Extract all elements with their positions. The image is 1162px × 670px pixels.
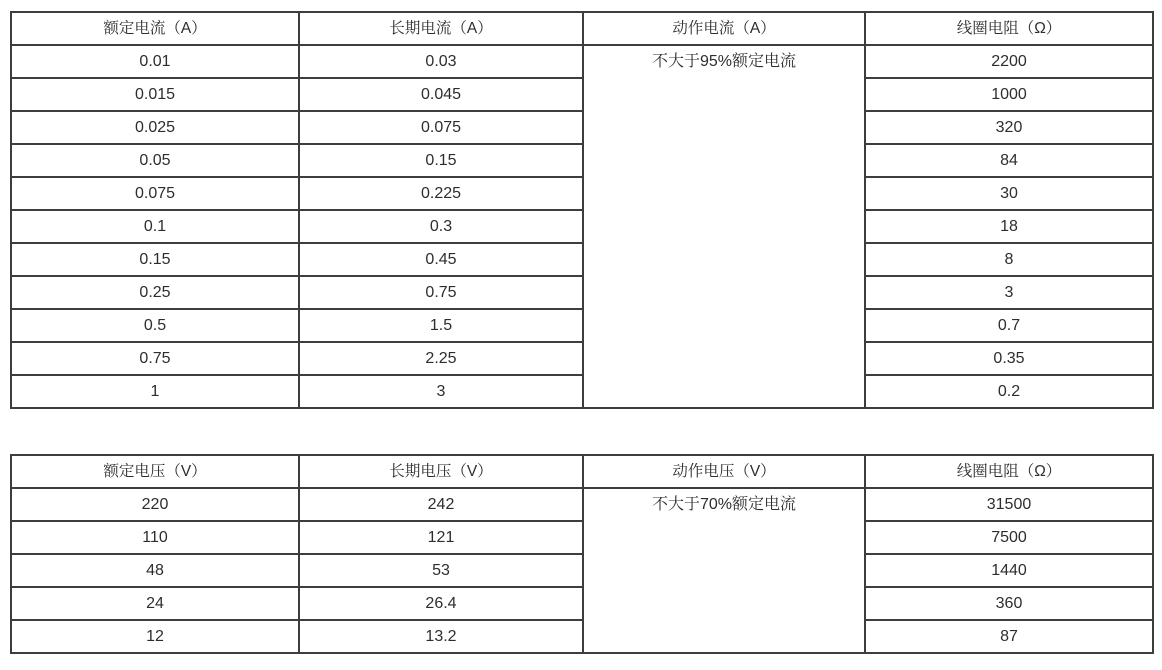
table-cell: 18 (865, 210, 1153, 243)
table-cell: 3 (865, 276, 1153, 309)
table-cell: 1.5 (299, 309, 583, 342)
table-cell: 360 (865, 587, 1153, 620)
voltage-spec-table (10, 454, 1154, 654)
column-header: 线圈电阻（Ω） (865, 455, 1153, 488)
table-cell: 3 (299, 375, 583, 408)
table-cell: 2.25 (299, 342, 583, 375)
table-cell: 87 (865, 620, 1153, 653)
column-header: 额定电流（A） (11, 12, 299, 45)
header-row (11, 455, 1153, 488)
table-cell: 0.7 (865, 309, 1153, 342)
column-header: 动作电压（V） (583, 455, 865, 488)
column-header: 线圈电阻（Ω） (865, 12, 1153, 45)
header-row (11, 12, 1153, 45)
table-cell: 53 (299, 554, 583, 587)
merged-cell-text: 不大于95%额定电流 (651, 53, 797, 70)
table-cell: 320 (865, 111, 1153, 144)
table-cell: 242 (299, 488, 583, 521)
current-spec-table (10, 11, 1154, 409)
table-cell: 12 (11, 620, 299, 653)
table-cell: 0.03 (299, 45, 583, 78)
table-cell: 1 (11, 375, 299, 408)
table-cell: 0.075 (299, 111, 583, 144)
column-header: 动作电流（A） (583, 12, 865, 45)
table-cell: 0.2 (865, 375, 1153, 408)
table-cell: 13.2 (299, 620, 583, 653)
table-cell: 0.015 (11, 78, 299, 111)
table-cell: 0.25 (11, 276, 299, 309)
table-cell: 0.15 (299, 144, 583, 177)
table-row (11, 144, 1153, 177)
merged-operating-value-cell (583, 488, 865, 653)
table-cell: 0.35 (865, 342, 1153, 375)
table-cell: 110 (11, 521, 299, 554)
table-cell: 0.45 (299, 243, 583, 276)
table-cell: 24 (11, 587, 299, 620)
table-cell: 0.045 (299, 78, 583, 111)
table-row (11, 488, 1153, 521)
table-cell: 1000 (865, 78, 1153, 111)
table-row (11, 521, 1153, 554)
table-cell: 220 (11, 488, 299, 521)
table-cell: 0.3 (299, 210, 583, 243)
table-cell: 1440 (865, 554, 1153, 587)
table-cell: 0.15 (11, 243, 299, 276)
merged-operating-value-cell (583, 45, 865, 408)
table-cell: 0.75 (11, 342, 299, 375)
table-row (11, 276, 1153, 309)
table-row (11, 111, 1153, 144)
table-cell: 7500 (865, 521, 1153, 554)
table-row (11, 587, 1153, 620)
table-row (11, 620, 1153, 653)
table-cell: 84 (865, 144, 1153, 177)
column-header: 长期电流（A） (299, 12, 583, 45)
table-row (11, 309, 1153, 342)
table-cell: 121 (299, 521, 583, 554)
table-cell: 0.75 (299, 276, 583, 309)
column-header: 额定电压（V） (11, 455, 299, 488)
table-row (11, 375, 1153, 408)
table-cell: 31500 (865, 488, 1153, 521)
table-row (11, 45, 1153, 78)
table-cell: 0.5 (11, 309, 299, 342)
table-cell: 0.1 (11, 210, 299, 243)
table-cell: 0.075 (11, 177, 299, 210)
table-cell: 0.225 (299, 177, 583, 210)
table-cell: 0.01 (11, 45, 299, 78)
table-cell: 48 (11, 554, 299, 587)
table-cell: 30 (865, 177, 1153, 210)
table-row (11, 78, 1153, 111)
merged-cell-text: 不大于70%额定电流 (651, 496, 797, 513)
table-row (11, 210, 1153, 243)
table-row (11, 243, 1153, 276)
table-row (11, 554, 1153, 587)
table-cell: 26.4 (299, 587, 583, 620)
table-cell: 0.025 (11, 111, 299, 144)
table-cell: 0.05 (11, 144, 299, 177)
page (0, 11, 1162, 670)
column-header: 长期电压（V） (299, 455, 583, 488)
table-cell: 8 (865, 243, 1153, 276)
table-cell: 2200 (865, 45, 1153, 78)
table-row (11, 177, 1153, 210)
table-row (11, 342, 1153, 375)
